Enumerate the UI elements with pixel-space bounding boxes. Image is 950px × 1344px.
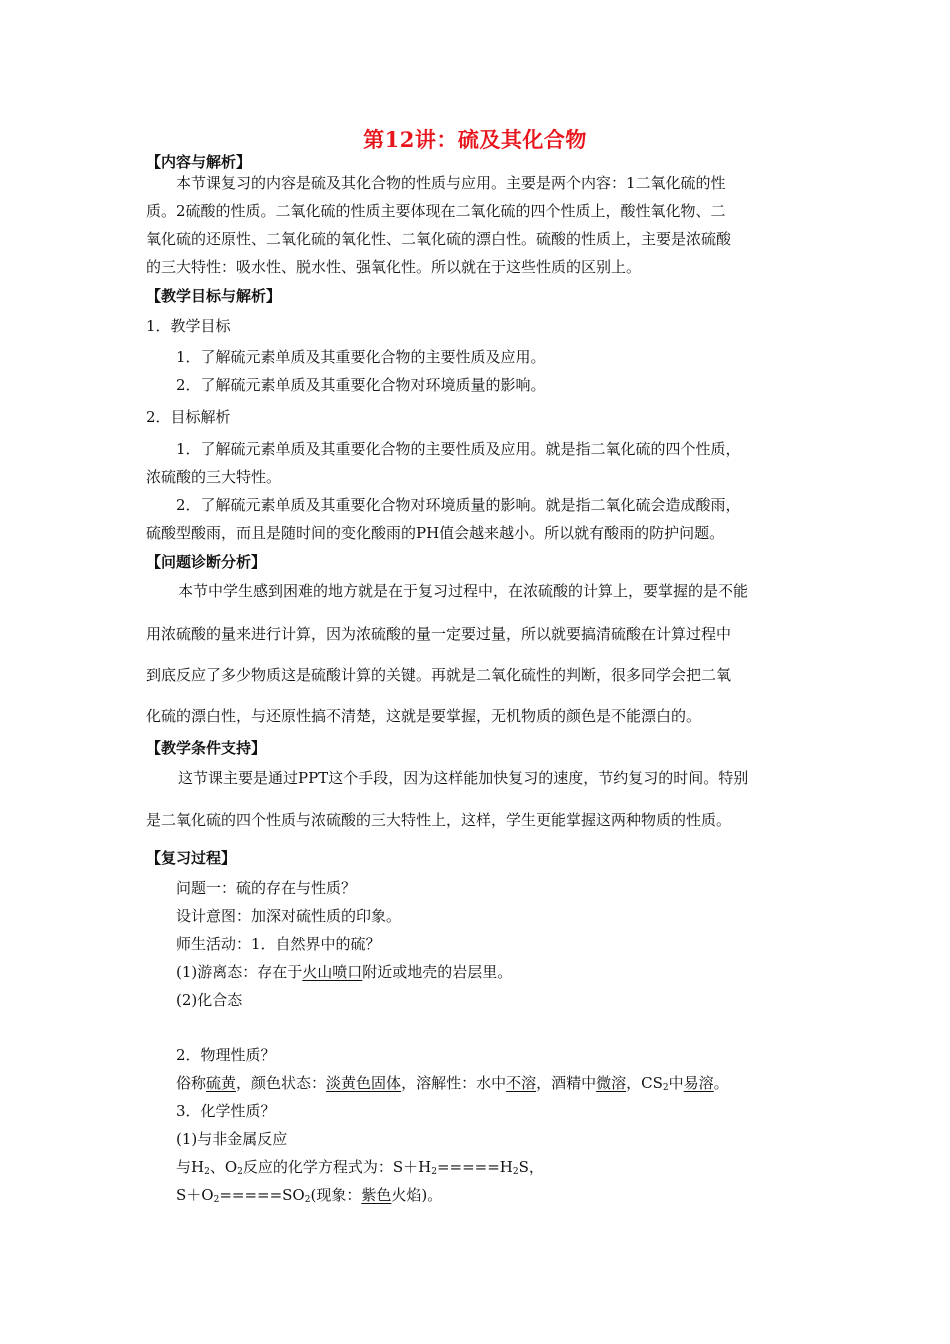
section-heading-support: 【教学条件支持】	[146, 739, 267, 757]
goals-subheading-2: 2．目标解析	[146, 408, 231, 426]
text-fragment: S，	[518, 1158, 544, 1176]
section-heading-content: 【内容与解析】	[146, 153, 252, 171]
diagnosis-line-4: 化硫的漂白性，与还原性搞不清楚，这就是要掌握，无机物质的颜色是不能漂白的。	[146, 707, 702, 725]
blank-answer: 微溶	[596, 1074, 627, 1092]
process-activity: 师生活动：1．自然界中的硫？	[176, 935, 381, 953]
text-fragment: 俗称	[176, 1074, 207, 1092]
content-line-3: 氧化硫的还原性、二氧化硫的氧化性、二氧化硫的漂白性。硫酸的性质上，主要是浓硫酸	[146, 230, 732, 248]
diagnosis-line-3: 到底反应了多少物质这是硫酸计算的关键。再就是二氧化硫性的判断，很多同学会把二氧	[146, 666, 732, 684]
text-fragment: =====H	[436, 1158, 513, 1176]
process-nonmetal-reaction: (1)与非金属反应	[176, 1130, 288, 1148]
text-fragment: S＋O	[176, 1186, 214, 1204]
goals-analysis-1a: 1．了解硫元素单质及其重要化合物的主要性质及应用。就是指二氧化硫的四个性质，	[176, 440, 741, 458]
support-line-1: 这节课主要是通过PPT这个手段，因为这样能加快复习的速度，节约复习的时间。特别	[178, 769, 749, 787]
text-fragment: 。	[713, 1074, 729, 1092]
diagnosis-line-1: 本节中学生感到困难的地方就是在于复习过程中，在浓硫酸的计算上，要掌握的是不能	[178, 582, 749, 600]
goals-analysis-1b: 浓硫酸的三大特性。	[146, 468, 282, 486]
process-combined-state: (2)化合态	[176, 991, 243, 1009]
text-fragment: 2	[431, 1167, 437, 1177]
section-heading-diagnosis: 【问题诊断分析】	[146, 553, 267, 571]
text-fragment: ，酒精中	[536, 1074, 597, 1092]
diagnosis-line-2: 用浓硫酸的量来进行计算，因为浓硫酸的量一定要过量，所以就要搞清硫酸在计算过程中	[146, 625, 732, 643]
content-line-4: 的三大特性：吸水性、脱水性、强氧化性。所以就在于这些性质的区别上。	[146, 258, 642, 276]
content-line-1: 本节课复习的内容是硫及其化合物的性质与应用。主要是两个内容：1二氧化硫的性	[176, 174, 726, 192]
process-chemical-heading: 3．化学性质？	[176, 1102, 276, 1120]
goals-analysis-2b: 硫酸型酸雨，而且是随时间的变化酸雨的PH值会越来越小。所以就有酸雨的防护问题。	[146, 524, 725, 542]
text-fragment: 火焰)。	[391, 1186, 443, 1204]
text-fragment: 2	[213, 1195, 220, 1205]
blank-answer: 紫色	[361, 1186, 392, 1204]
process-free-state	[176, 962, 512, 982]
text-fragment: 2	[304, 1195, 311, 1205]
text-fragment: 2	[204, 1167, 210, 1177]
text-fragment: 2	[512, 1167, 519, 1177]
process-equation-1	[176, 1157, 544, 1177]
goals-item-1: 1．了解硫元素单质及其重要化合物的主要性质及应用。	[176, 348, 546, 366]
text-fragment: ，颜色状态：	[236, 1074, 327, 1092]
text-fragment: ，CS	[626, 1074, 663, 1092]
content-line-2: 质。2硫酸的性质。二氧化硫的性质主要体现在二氧化硫的四个性质上，酸性氧化物、二	[146, 202, 726, 220]
support-line-2: 是二氧化硫的四个性质与浓硫酸的三大特性上，这样，学生更能掌握这两种物质的性质。	[146, 811, 732, 829]
text-fragment: 附近或地壳的岩层里。	[362, 963, 513, 981]
text-fragment: 中	[668, 1074, 684, 1092]
goals-analysis-2a: 2．了解硫元素单质及其重要化合物对环境质量的影响。就是指二氧化硫会造成酸雨，	[176, 496, 741, 514]
blank-answer: 淡黄色固体	[326, 1074, 402, 1092]
text-fragment: 反应的化学方程式为：S＋H	[242, 1158, 432, 1176]
text-fragment: 2	[237, 1167, 243, 1177]
section-heading-goals: 【教学目标与解析】	[146, 287, 282, 305]
blank-answer: 不溶	[506, 1074, 537, 1092]
process-equation-2	[176, 1185, 442, 1205]
process-physical-properties	[176, 1073, 729, 1093]
text-fragment: ，溶解性：水中	[401, 1074, 507, 1092]
text-fragment: 与H	[176, 1158, 205, 1176]
document-title: 第12讲：硫及其化合物	[363, 127, 587, 152]
text-fragment: (现象：	[310, 1186, 362, 1204]
goals-subheading-1: 1．教学目标	[146, 317, 231, 335]
blank-answer: 硫黄	[206, 1074, 237, 1092]
section-heading-process: 【复习过程】	[146, 849, 237, 867]
text-fragment: 2	[662, 1083, 669, 1093]
process-design-intent: 设计意图：加深对硫性质的印象。	[176, 907, 402, 925]
text-fragment: =====SO	[219, 1186, 305, 1204]
blank-answer: 火山喷口	[302, 963, 363, 981]
process-question-1: 问题一：硫的存在与性质？	[176, 879, 357, 897]
text-fragment: 、O	[209, 1158, 238, 1176]
blank-answer: 易溶	[683, 1074, 714, 1092]
process-physical-heading: 2．物理性质？	[176, 1046, 276, 1064]
text-fragment: (1)游离态：存在于	[176, 963, 303, 981]
goals-item-2: 2．了解硫元素单质及其重要化合物对环境质量的影响。	[176, 376, 546, 394]
